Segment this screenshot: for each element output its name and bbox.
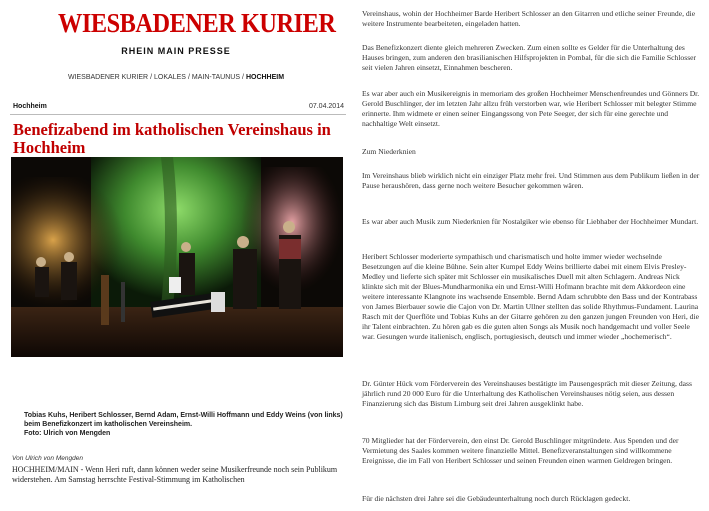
article-intro: HOCHHEIM/MAIN - Wenn Heri ruft, dann können weder seine Musikerfreunde noch sein Publikum widerstehen. Am Samstag herrschte Festival-Stimmung im Katholischen	[12, 465, 338, 484]
photo-caption-text: Tobias Kuhs, Heribert Schlosser, Bernd Adam, Ernst-Willi Hoffmann und Eddy Weins (von links) beim Benefizkonzert im katholischen Vereinsheim.	[24, 412, 343, 428]
newspaper-subtitle: RHEIN MAIN PRESSE	[121, 46, 231, 56]
breadcrumb	[0, 74, 352, 81]
body-paragraph-1: Vereinshaus, wohin der Hochheimer Barde Heribert Schlosser an den Gitarren und etliche seiner Freunde, die weitere Instrumente bearbeiteten, eingeladen hatten.	[362, 9, 696, 28]
body-paragraph-5: Es war aber auch Musik zum Niederknien für Nostalgiker wie ebenso für Liebhaber der Hochheimer Mundart.	[362, 217, 699, 226]
concert-photo-illustration	[11, 157, 343, 357]
breadcrumb-separator: /	[241, 74, 244, 81]
body-paragraph-9: Für die nächsten drei Jahre sei die Gebäudeunterhaltung noch durch Rücklagen gedeckt.	[362, 494, 631, 503]
body-paragraph-6: Heribert Schlosser moderierte sympathisch und charismatisch und holte immer wieder wechselnde Besetzungen auf die kleine Bühne. Sein alter Kumpel Eddy Weins brillierte dabei mit einem Elvis Presley-Medley und lieferte sich später mit Schlosser ein musikalisches Duell mit alten Schlagern. Andreas Nick klinkte sich mit der Blues-Mundharmonika ein und Ernst-Willi Hofmann brachte mit dem Akkordeon eine weitere interessante Klangnote ins wachsende Ensemble. Bernd Adam schrubbte den Bass und der Kontrabass von James Bierbauer sowie die Cajon von Dr. Martin Ullner stellten das solide Rhythmus-Fundament. Laurina Rasch mit der Querflöte und Tobias Kuhs an der Gitarre gehören zu den ganzen jungen Freunden von Heri, die ihr Talent einbrachten. Zu hören gab es die guten alten Songs als Musik noch handgemacht und voller Seele war. Gesungen wurde italienisch, englisch, portugiesisch, deutsch und immer wieder „hochemerisch“.	[362, 252, 699, 341]
article-meta-bar	[10, 100, 346, 114]
right-column	[362, 0, 702, 511]
body-paragraph-8: 70 Mitglieder hat der Förderverein, den einst Dr. Gerold Buschlinger mitgründete. Aus Spenden und der Vermietung des Saales kommen weitere finanzielle Mittel. Benefizveranstaltungen sind willkommene Ereignisse, die im Fall von Heribert Schlosser und seinen Freunden einen warmen Geldregen bringen.	[362, 436, 679, 465]
article-date: 07.04.2014	[308, 103, 344, 110]
breadcrumb-link-main-taunus[interactable]: MAIN-TAUNUS	[191, 74, 240, 81]
body-paragraph-4: Im Vereinshaus blieb wirklich nicht ein einziger Platz mehr frei. Und Stimmen aus dem Publikum ließen in der Pause heraushören, dass gerne noch weitere Besucher gekommen wären.	[362, 171, 700, 190]
subheading: Zum Niederknien	[362, 147, 416, 156]
body-paragraph-3: Es war aber auch ein Musikereignis in memoriam des großen Hochheimer Menschenfreundes und Gönners Dr. Gerold Buschlinger, der im letzten Jahr allzu früh verstorben war, wie Heribert Schlosser mit belegter Stimme erinnerte. Ihm widmete er einen seiner Eingangssong von Pete Seeger, der sich für eine gerechte und nachhaltige Welt einsetzt.	[362, 89, 700, 128]
photo-caption	[24, 411, 346, 438]
divider	[10, 114, 346, 115]
breadcrumb-link-wiesbadener-kurier[interactable]: WIESBADENER KURIER	[67, 74, 149, 81]
breadcrumb-separator: /	[187, 74, 190, 81]
article-byline: Von Ulrich von Mengden	[12, 455, 83, 462]
section-label[interactable]: Hochheim	[13, 103, 47, 110]
breadcrumb-separator: /	[150, 74, 153, 81]
breadcrumb-link-lokales[interactable]: LOKALES	[154, 74, 186, 81]
body-paragraph-7: Dr. Günter Hück vom Förderverein des Vereinshauses bestätigte im Pausengespräch mit dieser Zeitung, dass jährlich rund 20 000 Euro für die Unterhaltung des Katholischen Vereinshauses nötig seien, aus dessen Finanzierung sich das Bistum Limburg seit drei Jahren ausgeklinkt habe.	[362, 379, 692, 408]
breadcrumb-current: HOCHHEIM	[245, 74, 285, 81]
left-column	[0, 0, 352, 511]
newspaper-masthead[interactable]: WIESBADENER KURIER	[58, 8, 336, 38]
photo-credit: Foto: Ulrich von Mengden	[24, 430, 111, 437]
body-paragraph-2: Das Benefizkonzert diente gleich mehreren Zwecken. Zum einen sollte es Gelder für die Unterhaltung des Hauses bringen, zum anderen den brasilianischen Hilfsprojekten in Pombal, für die sich die Familie Schlosser seit vielen Jahren einsetzt, Einnahmen bescheren.	[362, 43, 697, 72]
article-headline: Benefizabend im katholischen Vereinshaus in Hochheim	[13, 120, 331, 157]
article-photo[interactable]	[11, 157, 343, 357]
